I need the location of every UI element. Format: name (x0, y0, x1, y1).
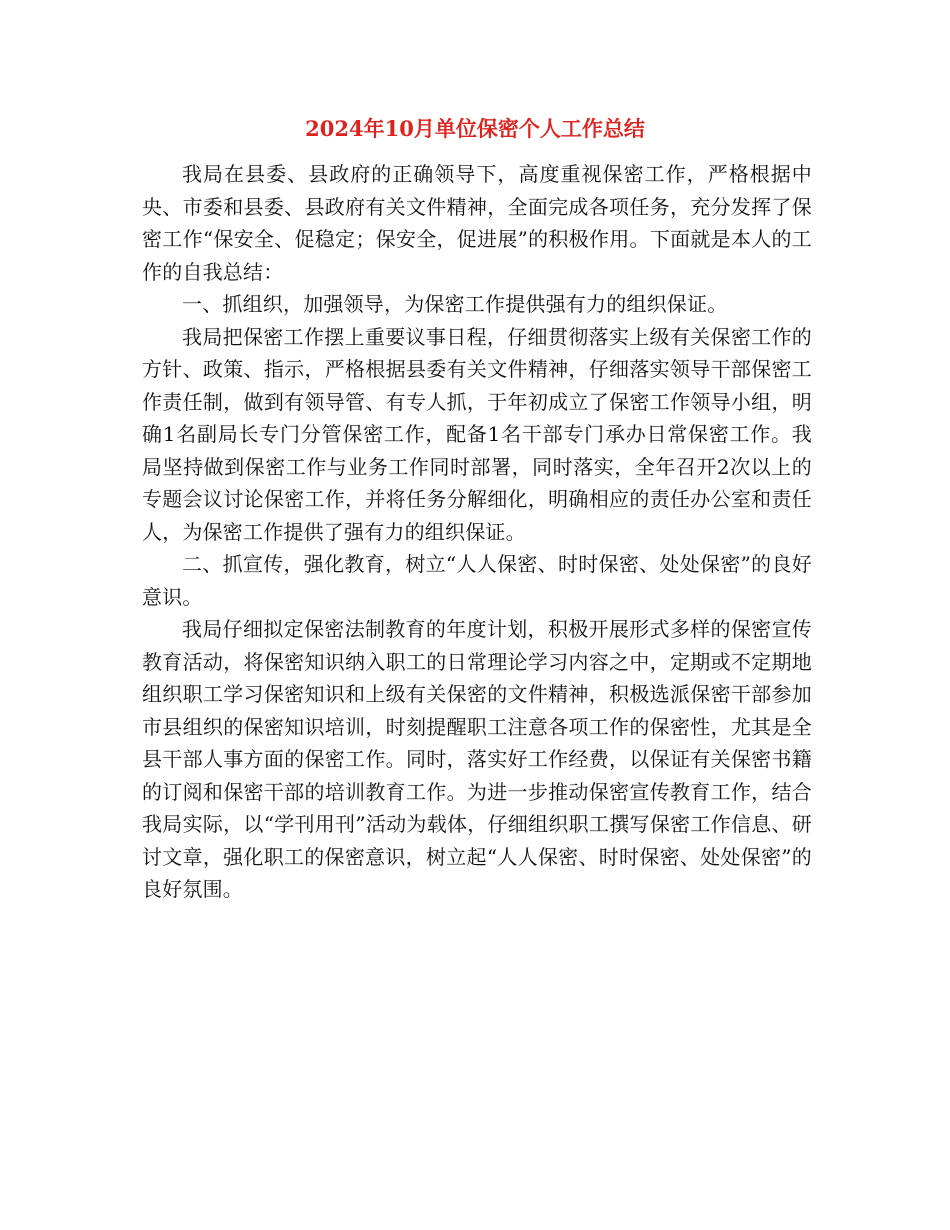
document-body (142, 158, 812, 906)
section-heading-1: 一、抓组织，加强领导，为保密工作提供强有力的组织保证。 (182, 292, 728, 316)
section-heading-2: 二、抓宣传，强化教育，树立“人人保密、时时保密、处处保密”的良好意识。 (142, 552, 812, 609)
paragraph-education: 我局仔细拟定保密法制教育的年度计划，积极开展形式多样的保密宣传教育活动，将保密知识纳入职工的日常理论学习内容之中，定期或不定期地组织职工学习保密知识和上级有关保密的文件精神，积极选派保密干部参加市县组织的保密知识培训，时刻提醒职工注意各项工作的保密性，尤其是全县干部人事方面的保密工作。同时，落实好工作经费，以保证有关保密书籍的订阅和保密干部的培训教育工作。为进一步推动保密宣传教育工作，结合我局实际，以“学刊用刊”活动为载体，仔细组织职工撰写保密工作信息、研讨文章，强化职工的保密意识，树立起“人人保密、时时保密、处处保密”的良好氛围。 (142, 617, 812, 901)
paragraph-intro: 我局在县委、县政府的正确领导下，高度重视保密工作，严格根据中央、市委和县委、县政府有关文件精神，全面完成各项任务，充分发挥了保密工作“保安全、促稳定；保安全，促进展”的积极作用。下面就是本人的工作的自我总结： (142, 162, 812, 284)
paragraph-organization: 我局把保密工作摆上重要议事日程，仔细贯彻落实上级有关保密工作的方针、政策、指示，严格根据县委有关文件精神，仔细落实领导干部保密工作责任制，做到有领导管、有专人抓，于年初成立了保密工作领导小组，明确1名副局长专门分管保密工作，配备1名干部专门承办日常保密工作。我局坚持做到保密工作与业务工作同时部署，同时落实，全年召开2次以上的专题会议讨论保密工作，并将任务分解细化，明确相应的责任办公室和责任人，为保密工作提供了强有力的组织保证。 (142, 324, 812, 544)
document-title: 2024年10月单位保密个人工作总结 (305, 116, 645, 141)
